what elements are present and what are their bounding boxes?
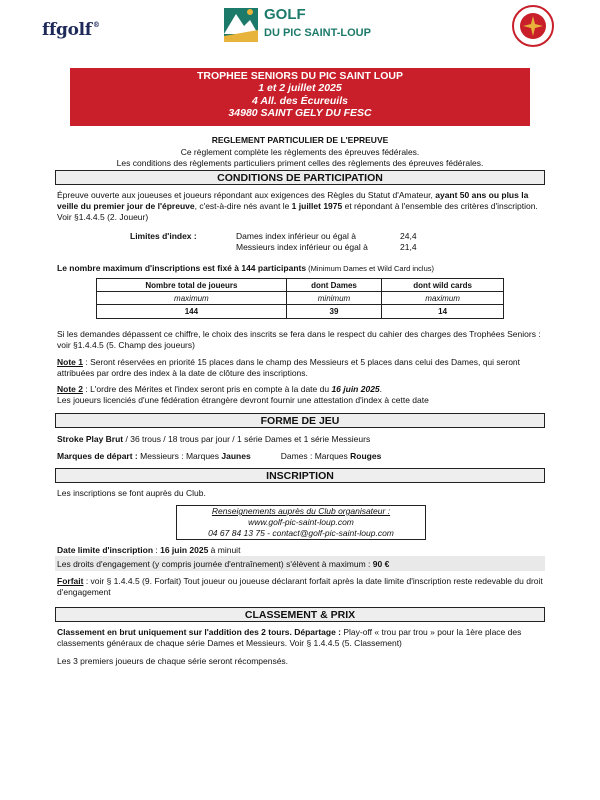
index-dames-label: Dames index inférieur ou égal à — [236, 231, 357, 241]
tournament-dates: 1 et 2 juillet 2025 — [258, 82, 342, 95]
tournament-address: 4 All. des Écureuils — [252, 94, 348, 107]
ligue-occitanie-seal-icon — [511, 4, 555, 48]
table-row — [97, 292, 504, 305]
tournament-title-block — [70, 68, 530, 126]
reglement-subtitle: Ce règlement complète les règlements des épreuves fédérales. Les conditions des règlements particuliers priment celles des règlements des épreuves fédérales. — [116, 147, 484, 168]
prizes-line: Les 3 premiers joueurs de chaque série seront récompensés. — [57, 656, 289, 666]
club-contact-info[interactable]: 04 67 84 13 75 - contact@golf-pic-saint-loup.com — [208, 528, 394, 538]
reglement-heading: REGLEMENT PARTICULIER DE L'EPREUVE — [211, 135, 389, 145]
participants-quota-table — [96, 278, 504, 319]
table-header: dont Dames — [286, 279, 381, 292]
index-messieurs-label: Messieurs index inférieur ou égal à — [236, 242, 368, 252]
table-cell: minimum — [286, 292, 381, 305]
note-1: Note 1 : Seront réservées en priorité 15 places dans le champ des Messieurs et 5 places dans celui des Dames, qui seront attribuées par ordre des index à la date de clôture des inscriptions. — [57, 357, 521, 378]
table-cell: 39 — [286, 305, 381, 319]
table-row — [97, 279, 504, 292]
table-header: dont wild cards — [382, 279, 504, 292]
conditions-intro: Épreuve ouverte aux joueuses et joueurs répondant aux exigences des Règles du Statut d'Amateur, ayant 50 ans ou plus la veille du premier jour de l'épreuve, c'est-à-dire nés avant le 1 juillet 1975 et répondant à l'ensemble des critères d'inscription. Voir §1.4.4.5 (2. Joueur) — [57, 190, 538, 222]
index-messieurs-value: 21,4 — [400, 242, 417, 252]
overflow-rule-text: Si les demandes dépassent ce chiffre, le choix des inscrits se fera dans le respect du cahier des charges des Trophées Seniors : voir §1.4.4.5 (5. Champ des joueurs) — [57, 329, 541, 350]
max-participants-line: Le nombre maximum d'inscriptions est fixé à 144 participants (Minimum Dames et Wild Card inclus) — [57, 263, 435, 273]
index-dames-value: 24,4 — [400, 231, 417, 241]
tee-markers-line: Marques de départ : Messieurs : Marques Jaunes Dames : Marques Rouges — [57, 451, 382, 461]
index-limits-label: Limites d'index : — [130, 231, 197, 241]
club-contact-box — [176, 505, 426, 540]
deadline-line: Date limite d'inscription : 16 juin 2025 à minuit — [57, 545, 241, 555]
table-cell: 14 — [382, 305, 504, 319]
section-classement-heading: CLASSEMENT & PRIX — [55, 607, 545, 622]
tournament-name: TROPHEE SENIORS DU PIC SAINT LOUP — [197, 70, 403, 82]
table-cell: maximum — [382, 292, 504, 305]
table-cell: maximum — [97, 292, 287, 305]
table-row — [97, 305, 504, 319]
table-header: Nombre total de joueurs — [97, 279, 287, 292]
entry-fee-line: Les droits d'engagement (y compris journée d'entraînement) s'élèvent à maximum : 90 € — [57, 559, 390, 569]
stroke-play-line: Stroke Play Brut / 36 trous / 18 trous par jour / 1 série Dames et 1 série Messieurs — [57, 434, 371, 444]
table-cell: 144 — [97, 305, 287, 319]
classement-rules: Classement en brut uniquement sur l'addition des 2 tours. Départage : Play-off « trou par trou » pour la 1ère place des classements généraux de chaque série Dames et Messieurs. Voir § 1.4.4.5 (5. Classement) — [57, 627, 522, 648]
club-website-link[interactable]: www.golf-pic-saint-loup.com — [248, 517, 354, 527]
ffgolf-logo: ffgolf® — [42, 20, 100, 40]
section-inscription-heading: INSCRIPTION — [55, 468, 545, 483]
club-logo-line2: DU PIC SAINT-LOUP — [264, 27, 371, 39]
note-2: Note 2 : L'ordre des Mérites et l'index seront pris en compte à la date du 16 juin 2025. Les joueurs licenciés d'une fédération étrangère devront fournir une attestation d'index à cette date — [57, 384, 429, 405]
contact-title: Renseignements auprès du Club organisateur : — [211, 506, 391, 516]
forfait-line: Forfait : voir § 1.4.4.5 (9. Forfait) Tout joueur ou joueuse déclarant forfait après la date limite d'inscription reste redevable du droit d'engagement — [57, 576, 543, 597]
golf-pic-saint-loup-logo — [222, 0, 392, 58]
section-forme-heading: FORME DE JEU — [55, 413, 545, 428]
pic-saint-loup-mountain-icon — [222, 4, 260, 44]
tournament-city: 34980 SAINT GELY DU FESC — [228, 107, 372, 120]
inscription-text: Les inscriptions se font auprès du Club. — [57, 488, 206, 498]
section-conditions-heading: CONDITIONS DE PARTICIPATION — [55, 170, 545, 185]
club-logo-line1: GOLF — [264, 6, 306, 23]
